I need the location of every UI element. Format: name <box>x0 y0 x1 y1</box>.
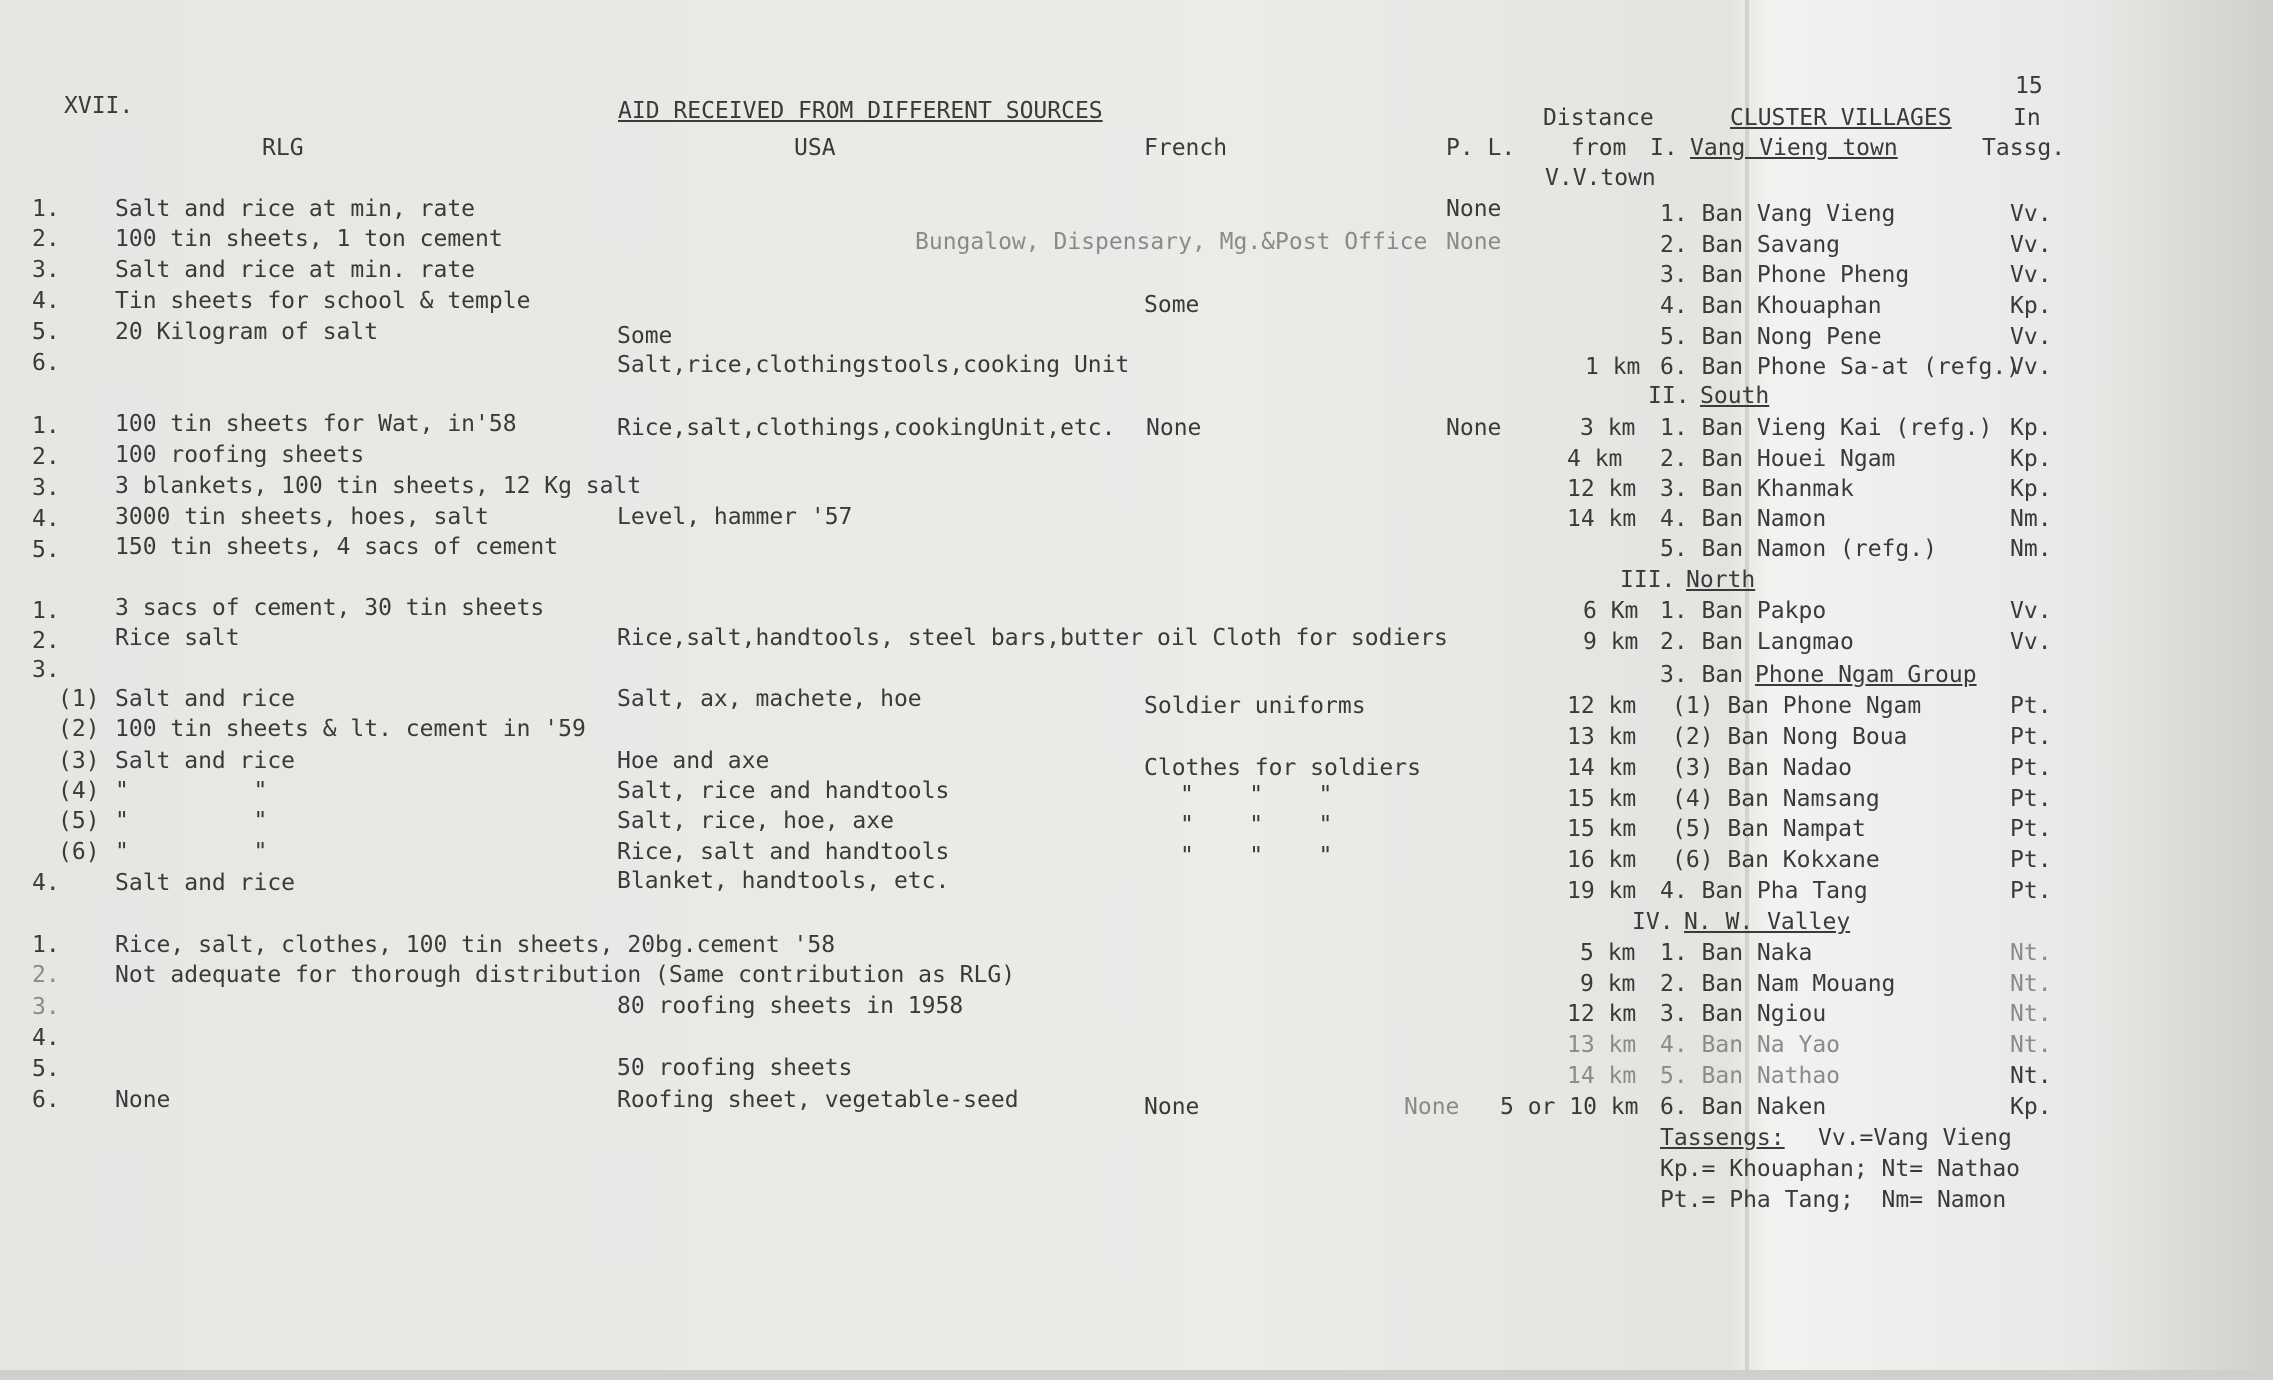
tasseng-cell: Pt. <box>2010 724 2052 750</box>
tasseng-cell: Nt. <box>2010 1001 2052 1027</box>
village-cell: 2. Ban Langmao <box>1660 629 1854 655</box>
pl-cell: None <box>1446 196 1502 222</box>
group-4-number: IV. <box>1632 909 1674 935</box>
french-cell: " " " <box>1180 843 1333 869</box>
cluster-villages-header: CLUSTER VILLAGES <box>1730 105 1952 131</box>
french-cell: Soldier uniforms <box>1144 693 1366 719</box>
distance-cell: 6 Km <box>1583 598 1639 624</box>
row-number: 3. <box>32 994 60 1020</box>
row-number: (2) <box>58 716 100 742</box>
tasseng-cell: Pt. <box>2010 878 2052 904</box>
rlg-cell: 100 tin sheets for Wat, in'58 <box>115 411 517 437</box>
rlg-cell: 3 blankets, 100 tin sheets, 12 Kg salt <box>115 473 642 499</box>
rlg-cell: Salt and rice <box>115 686 296 712</box>
usa-cell: Bungalow, Dispensary, Mg.&Post Office <box>915 229 1428 255</box>
distance-cell: 12 km <box>1567 1001 1637 1027</box>
tasseng-cell: Kp. <box>2010 293 2052 319</box>
group-4-heading: N. W. Valley <box>1684 909 1851 935</box>
row-number: 3. <box>32 657 60 683</box>
tasseng-cell: Pt. <box>2010 847 2052 873</box>
distance-cell: 12 km <box>1567 476 1637 502</box>
rlg-cell: Salt and rice <box>115 748 296 774</box>
pl-cell: None <box>1446 415 1502 441</box>
rlg-cell: 150 tin sheets, 4 sacs of cement <box>115 534 559 560</box>
village-cell: 4. Ban Namon <box>1660 506 1827 532</box>
usa-cell: Rice, salt and handtools <box>617 839 950 865</box>
section-number: XVII. <box>64 93 134 119</box>
rlg-cell: 100 tin sheets & lt. cement in '59 <box>115 716 586 742</box>
tasseng-cell: Nm. <box>2010 506 2052 532</box>
village-cell: (5) Ban Nampat <box>1672 816 1866 842</box>
tasseng-cell: Kp. <box>2010 1094 2052 1120</box>
rlg-cell: Salt and rice at min, rate <box>115 196 476 222</box>
tasseng-cell: Vv. <box>2010 324 2052 350</box>
row-number: 3. <box>32 257 60 283</box>
rlg-cell: Rice, salt, clothes, 100 tin sheets, 20bg.cement '58 <box>115 932 836 958</box>
tasseng-cell: Pt. <box>2010 816 2052 842</box>
distance-cell: 13 km <box>1567 724 1637 750</box>
village-cell: 5. Ban Nong Pene <box>1660 324 1882 350</box>
rlg-cell: Salt and rice at min. rate <box>115 257 476 283</box>
row-number: 1. <box>32 196 60 222</box>
tasseng-cell: Nt. <box>2010 1063 2052 1089</box>
rlg-cell: " " <box>115 839 268 865</box>
usa-cell: Salt,rice,clothingstools,cooking Unit <box>617 352 1130 378</box>
village-cell: 3. Ban Phone Pheng <box>1660 262 1910 288</box>
tasseng-cell: Kp. <box>2010 446 2052 472</box>
page-bottom-edge <box>0 1370 2273 1380</box>
usa-header: USA <box>794 135 836 161</box>
village-cell: 6. Ban Phone Sa-at (refg.) <box>1660 354 2021 380</box>
village-cell: 4. Ban Pha Tang <box>1660 878 1868 904</box>
tasseng-cell: Pt. <box>2010 693 2052 719</box>
tasseng-cell: Nt. <box>2010 1032 2052 1058</box>
distance-cell: 1 km <box>1585 354 1641 380</box>
distance-cell: 9 km <box>1580 971 1636 997</box>
tassg-header: Tassg. <box>1982 135 2066 161</box>
rlg-cell: 3 sacs of cement, 30 tin sheets <box>115 595 545 621</box>
legend-line-2: Kp.= Khouaphan; Nt= Nathao <box>1660 1156 2021 1182</box>
rlg-cell: 100 tin sheets, 1 ton cement <box>115 226 503 252</box>
group-3-heading: North <box>1686 567 1756 593</box>
rlg-cell: Salt and rice <box>115 870 296 896</box>
row-number: (6) <box>58 839 100 865</box>
tasseng-cell: Nm. <box>2010 536 2052 562</box>
tasseng-cell: Vv. <box>2010 598 2052 624</box>
row-number: (3) <box>58 748 100 774</box>
village-cell: (3) Ban Nadao <box>1672 755 1853 781</box>
group-1-heading: Vang Vieng town <box>1690 135 1898 161</box>
row-number: (1) <box>58 686 100 712</box>
distance-cell: 14 km <box>1567 1063 1637 1089</box>
rlg-cell: None <box>115 1087 171 1113</box>
row-number: 5. <box>32 319 60 345</box>
tasseng-cell: Vv. <box>2010 629 2052 655</box>
tasseng-cell: Nt. <box>2010 971 2052 997</box>
village-cell: (1) Ban Phone Ngam <box>1672 693 1922 719</box>
village-cell: 4. Ban Na Yao <box>1660 1032 1841 1058</box>
row-number: 4. <box>32 506 60 532</box>
rlg-cell: " " <box>115 778 268 804</box>
usa-cell: 50 roofing sheets <box>617 1055 853 1081</box>
rlg-cell: Not adequate for thorough distribution (Same contribution as RLG) <box>115 962 1016 988</box>
distance-cell: 19 km <box>1567 878 1637 904</box>
village-cell: 2. Ban Houei Ngam <box>1660 446 1896 472</box>
page-number: 15 <box>2015 73 2043 99</box>
french-cell: Some <box>1144 292 1200 318</box>
legend-title: Tassengs: <box>1660 1125 1785 1151</box>
group-2-number: II. <box>1648 383 1690 409</box>
from-header: from <box>1571 135 1627 161</box>
village-cell: (6) Ban Kokxane <box>1672 847 1880 873</box>
distance-cell: 15 km <box>1567 786 1637 812</box>
subgroup-3-number: 3. Ban <box>1660 662 1744 688</box>
tasseng-cell: Pt. <box>2010 786 2052 812</box>
village-cell: (2) Ban Nong Boua <box>1672 724 1908 750</box>
usa-cell: Hoe and axe <box>617 748 770 774</box>
village-cell: 3. Ban Khanmak <box>1660 476 1854 502</box>
village-cell: 5. Ban Namon (refg.) <box>1660 536 1937 562</box>
row-number: (4) <box>58 778 100 804</box>
rlg-cell: 20 Kilogram of salt <box>115 319 379 345</box>
french-cell: Clothes for soldiers <box>1144 755 1421 781</box>
rlg-cell: " " <box>115 808 268 834</box>
row-number: 4. <box>32 1025 60 1051</box>
rlg-cell: Rice salt <box>115 625 240 651</box>
tasseng-cell: Pt. <box>2010 755 2052 781</box>
tasseng-cell: Kp. <box>2010 415 2052 441</box>
row-number: 4. <box>32 870 60 896</box>
village-cell: 1. Ban Naka <box>1660 940 1813 966</box>
row-number: 1. <box>32 413 60 439</box>
tasseng-cell: Vv. <box>2010 232 2052 258</box>
distance-cell: 5 km <box>1580 940 1636 966</box>
distance-cell: 16 km <box>1567 847 1637 873</box>
village-cell: 3. Ban Ngiou <box>1660 1001 1827 1027</box>
usa-cell: Level, hammer '57 <box>617 504 853 530</box>
usa-cell: Salt, rice, hoe, axe <box>617 808 894 834</box>
usa-cell: Rice,salt,handtools, steel bars,butter oil Cloth for sodiers <box>617 625 1448 651</box>
tasseng-cell: Vv. <box>2010 354 2052 380</box>
row-number: 2. <box>32 962 60 988</box>
rlg-cell: Tin sheets for school & temple <box>115 288 531 314</box>
french-cell: " " " <box>1180 812 1333 838</box>
row-number: 5. <box>32 537 60 563</box>
village-cell: (4) Ban Namsang <box>1672 786 1880 812</box>
vvtown-header: V.V.town <box>1545 165 1656 191</box>
row-number: 1. <box>32 932 60 958</box>
subgroup-3-heading: Phone Ngam Group <box>1755 662 1977 688</box>
village-cell: 2. Ban Savang <box>1660 232 1841 258</box>
distance-header: Distance <box>1543 105 1654 131</box>
row-number: 5. <box>32 1056 60 1082</box>
french-header: French <box>1144 135 1228 161</box>
village-cell: 2. Ban Nam Mouang <box>1660 971 1896 997</box>
usa-cell: Salt, ax, machete, hoe <box>617 686 922 712</box>
usa-cell: Some <box>617 323 673 349</box>
usa-cell: Rice,salt,clothings,cookingUnit,etc. <box>617 415 1116 441</box>
tasseng-cell: Vv. <box>2010 262 2052 288</box>
distance-cell: 12 km <box>1567 693 1637 719</box>
village-cell: 1. Ban Pakpo <box>1660 598 1827 624</box>
village-cell: 5. Ban Nathao <box>1660 1063 1841 1089</box>
rlg-header: RLG <box>262 135 304 161</box>
rlg-cell: 3000 tin sheets, hoes, salt <box>115 504 489 530</box>
distance-cell: 14 km <box>1567 755 1637 781</box>
group-2-heading: South <box>1700 383 1770 409</box>
group-1-number: I. <box>1650 135 1678 161</box>
tasseng-cell: Nt. <box>2010 940 2052 966</box>
distance-cell: 4 km <box>1567 446 1623 472</box>
tasseng-cell: Vv. <box>2010 201 2052 227</box>
row-number: (5) <box>58 808 100 834</box>
village-cell: 1. Ban Vieng Kai (refg.) <box>1660 415 1993 441</box>
row-number: 4. <box>32 288 60 314</box>
legend-line-1: Vv.=Vang Vieng <box>1818 1125 2012 1151</box>
distance-cell: 3 km <box>1580 415 1636 441</box>
pl-cell: None <box>1446 229 1502 255</box>
row-number: 2. <box>32 444 60 470</box>
page-title: AID RECEIVED FROM DIFFERENT SOURCES <box>618 98 1103 124</box>
distance-cell: 14 km <box>1567 506 1637 532</box>
rlg-cell: 100 roofing sheets <box>115 442 365 468</box>
usa-cell: Blanket, handtools, etc. <box>617 868 950 894</box>
in-header: In <box>2013 105 2041 131</box>
distance-cell: 5 or 10 km <box>1500 1094 1639 1120</box>
pl-header: P. L. <box>1446 135 1516 161</box>
row-number: 6. <box>32 1087 60 1113</box>
tasseng-cell: Kp. <box>2010 476 2052 502</box>
usa-cell: Roofing sheet, vegetable-seed <box>617 1087 1019 1113</box>
distance-cell: 15 km <box>1567 816 1637 842</box>
village-cell: 6. Ban Naken <box>1660 1094 1827 1120</box>
row-number: 1. <box>32 598 60 624</box>
row-number: 2. <box>32 628 60 654</box>
pl-cell: None <box>1404 1094 1460 1120</box>
row-number: 2. <box>32 226 60 252</box>
french-cell: None <box>1144 1094 1200 1120</box>
french-cell: " " " <box>1180 782 1333 808</box>
row-number: 3. <box>32 475 60 501</box>
usa-cell: 80 roofing sheets in 1958 <box>617 993 964 1019</box>
village-cell: 1. Ban Vang Vieng <box>1660 201 1896 227</box>
village-cell: 4. Ban Khouaphan <box>1660 293 1882 319</box>
group-3-number: III. <box>1620 567 1676 593</box>
french-cell: None <box>1146 415 1202 441</box>
distance-cell: 9 km <box>1583 629 1639 655</box>
distance-cell: 13 km <box>1567 1032 1637 1058</box>
row-number: 6. <box>32 350 60 376</box>
usa-cell: Salt, rice and handtools <box>617 778 950 804</box>
legend-line-3: Pt.= Pha Tang; Nm= Namon <box>1660 1187 2007 1213</box>
